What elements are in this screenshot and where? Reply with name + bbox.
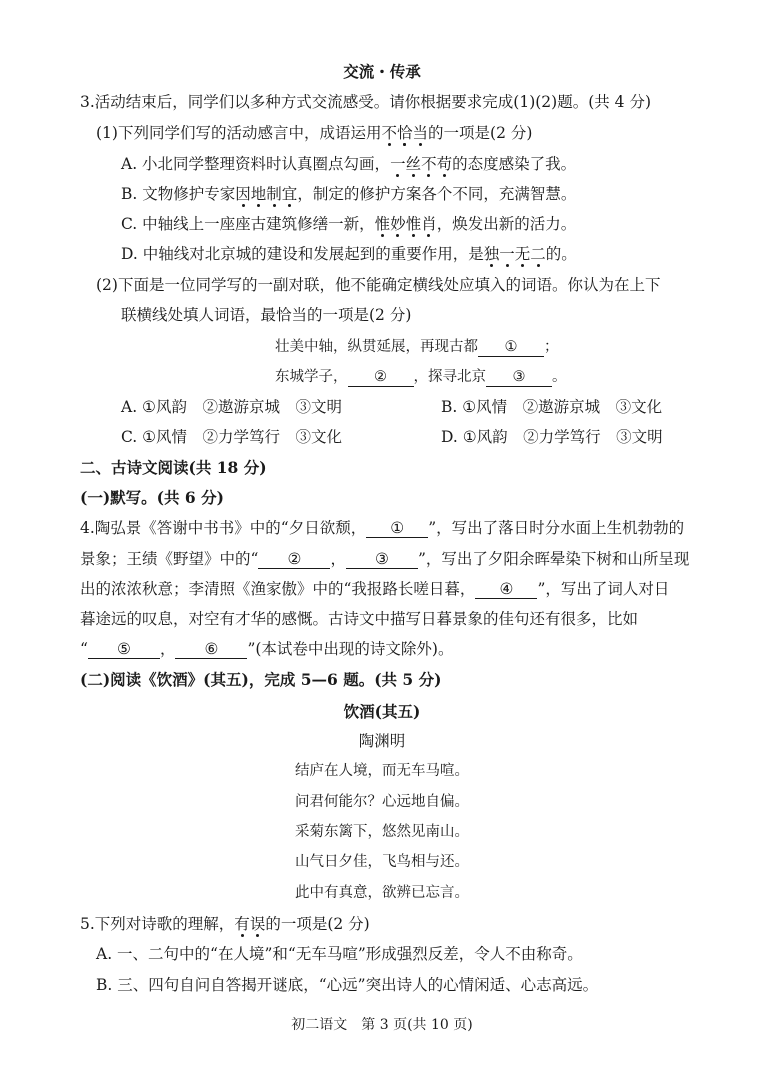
q5-stem bbox=[80, 914, 370, 934]
q3-p2-stem-line1: (2)下面是一位同学写的一副对联，他不能确定横线处应填入的词语。你认为在上下 bbox=[96, 276, 661, 294]
option-c-pre: C. 中轴线上一座座古建筑修缮一新， bbox=[121, 215, 375, 233]
emphasis-char: 因 bbox=[235, 185, 251, 203]
q3-p2-option-b: B. ①风情 ②遨游京城 ③文化 bbox=[441, 398, 663, 416]
page-footer: 初二语文 第 3 页(共 10 页) bbox=[291, 1017, 473, 1033]
emphasis-char: 误 bbox=[249, 915, 266, 933]
poem-line: 此中有真意，欲辨已忘言。 bbox=[295, 885, 469, 901]
blank-2: ② bbox=[348, 368, 414, 387]
q4-l2-comma: ， bbox=[330, 550, 346, 568]
emphasis-char: 一 bbox=[390, 155, 406, 173]
emphasis-char: 惟 bbox=[405, 215, 422, 233]
q4-line-5 bbox=[80, 639, 453, 659]
couplet-1-text: 壮美中轴，纵贯延展，再现古都 bbox=[275, 339, 478, 355]
emphasis-char: 苟 bbox=[436, 155, 453, 173]
couplet-1-punct: ； bbox=[544, 339, 559, 355]
option-a-post: 的态度感染了我。 bbox=[452, 155, 577, 173]
option-b-post: ，制定的修护方案各个不同，充满智慧。 bbox=[297, 185, 577, 203]
q3-p2-option-c: C. ①风情 ②力学笃行 ③文化 bbox=[121, 428, 343, 446]
q3-p1-emphasis bbox=[381, 124, 428, 142]
q4-l5-post: ”(本试卷中出现的诗文除外)。 bbox=[247, 640, 454, 658]
emphasis-char: 不 bbox=[421, 155, 437, 173]
q5-emphasis bbox=[234, 915, 265, 933]
option-b-pre: B. 文物修护专家 bbox=[121, 185, 236, 203]
couplet-line-2 bbox=[275, 367, 567, 387]
section-title: 交流・传承 bbox=[343, 62, 421, 81]
poem-title: 饮酒(其五) bbox=[343, 702, 421, 721]
q4-l1-post: ”，写出了落日时分水面上生机勃勃的 bbox=[428, 519, 685, 537]
q4-line-1 bbox=[80, 518, 684, 538]
emphasis-char: 地 bbox=[250, 185, 267, 203]
blank-q4-3: ③ bbox=[346, 550, 418, 569]
q3-p1-option-c bbox=[121, 214, 576, 234]
option-a-idiom bbox=[390, 155, 452, 173]
emphasis-char: 丝 bbox=[405, 155, 422, 173]
q3-p1-option-d bbox=[121, 244, 577, 264]
option-d-idiom bbox=[484, 245, 546, 263]
emphasis-char: 惟 bbox=[374, 215, 391, 233]
poem-line: 采菊东篱下，悠然见南山。 bbox=[295, 824, 469, 840]
poem-line: 结庐在人境，而无车马喧。 bbox=[295, 763, 469, 779]
part2-heading: 二、古诗文阅读(共 18 分) bbox=[80, 458, 267, 477]
emphasis-char: 有 bbox=[234, 915, 250, 933]
option-a-pre: A. 小北同学整理资料时认真圈点勾画， bbox=[121, 155, 391, 173]
q5-option-b: B. 三、四句自问自答揭开谜底，“心远”突出诗人的心情闲适、心志高远。 bbox=[96, 976, 599, 994]
emphasis-char: 无 bbox=[514, 245, 531, 263]
q5-stem-pre: 5.下列对诗歌的理解， bbox=[80, 915, 235, 933]
q4-l2-post: ”，写出了夕阳余晖晕染下树和山所呈现 bbox=[417, 550, 690, 568]
q3-p1-stem bbox=[96, 123, 532, 143]
emphasis-char: 宜 bbox=[281, 185, 298, 203]
q3-p2-option-d: D. ①风韵 ②力学笃行 ③文明 bbox=[441, 428, 663, 446]
q3-stem: 3.活动结束后，同学们以多种方式交流感受。请你根据要求完成(1)(2)题。(共 4 分) bbox=[80, 93, 652, 111]
emphasis-char: 二 bbox=[530, 245, 546, 263]
emphasis-char: 肖 bbox=[421, 215, 437, 233]
q4-l1-pre: 4.陶弘景《答谢中书书》中的“夕日欲颓， bbox=[80, 519, 367, 537]
couplet-2-punct: 。 bbox=[552, 369, 567, 385]
option-b-idiom bbox=[235, 185, 297, 203]
blank-q4-5: ⑤ bbox=[88, 640, 160, 659]
q4-l3-post: ”，写出了词人对日 bbox=[537, 580, 670, 598]
emphasis-char: 制 bbox=[266, 185, 282, 203]
blank-q4-2: ② bbox=[258, 550, 330, 569]
q4-line-3 bbox=[80, 579, 669, 599]
couplet-line-1 bbox=[275, 337, 559, 357]
option-c-idiom bbox=[375, 215, 437, 233]
blank-3: ③ bbox=[486, 368, 552, 387]
q3-p1-option-a bbox=[121, 154, 576, 174]
emphasis-char: 一 bbox=[499, 245, 515, 263]
emphasis-char: 妙 bbox=[390, 215, 406, 233]
blank-q4-1: ① bbox=[366, 519, 428, 538]
q3-p1-stem-pre: (1)下列同学们写的活动感言中，成语运用 bbox=[96, 124, 382, 142]
sub1-heading: (一)默写。(共 6 分) bbox=[80, 488, 224, 507]
couplet-2-mid: ，探寻北京 bbox=[413, 369, 486, 385]
emphasis-char: 不 bbox=[381, 124, 397, 142]
option-d-post: 的。 bbox=[545, 245, 577, 263]
q4-l3-pre: 出的浓浓秋意；李清照《渔家傲》中的“我报路长嗟日暮， bbox=[80, 580, 476, 598]
couplet-2-text: 东城学子， bbox=[275, 369, 348, 385]
q4-l5-comma: ， bbox=[159, 640, 176, 658]
blank-q4-6: ⑥ bbox=[175, 640, 247, 659]
q5-stem-post: 的一项是(2 分) bbox=[265, 915, 370, 933]
blank-q4-4: ④ bbox=[475, 580, 537, 599]
poem-line: 问君何能尔？心远地自偏。 bbox=[295, 794, 469, 810]
q3-p1-option-b bbox=[121, 184, 576, 204]
emphasis-char: 独 bbox=[483, 245, 500, 263]
q4-l5-open: “ bbox=[80, 640, 88, 658]
poem-line: 山气日夕佳，飞鸟相与还。 bbox=[295, 854, 469, 870]
q3-p2-option-a: A. ①风韵 ②遨游京城 ③文明 bbox=[121, 398, 342, 416]
q4-line-4: 暮途远的叹息，对空有才华的感慨。古诗文中描写日暮景象的佳句还有很多，比如 bbox=[80, 610, 639, 628]
sub2-heading: (二)阅读《饮酒》(其五)，完成 5—6 题。(共 5 分) bbox=[80, 670, 442, 689]
q4-l2-pre: 景象；王绩《野望》中的“ bbox=[80, 550, 259, 568]
poem-author: 陶渊明 bbox=[358, 732, 406, 750]
option-c-post: ，焕发出新的活力。 bbox=[436, 215, 577, 233]
emphasis-char: 恰 bbox=[396, 124, 413, 142]
emphasis-char: 当 bbox=[412, 124, 429, 142]
q4-line-2 bbox=[80, 549, 689, 569]
q3-p1-stem-post: 的一项是(2 分) bbox=[428, 124, 533, 142]
q3-p2-stem-line2: 联横线处填人词语，最恰当的一项是(2 分) bbox=[121, 306, 412, 324]
blank-1: ① bbox=[478, 338, 544, 357]
q5-option-a: A. 一、二句中的“在人境”和“无车马喧”形成强烈反差，令人不由称奇。 bbox=[96, 945, 583, 963]
option-d-pre: D. 中轴线对北京城的建设和发展起到的重要作用，是 bbox=[121, 245, 484, 263]
